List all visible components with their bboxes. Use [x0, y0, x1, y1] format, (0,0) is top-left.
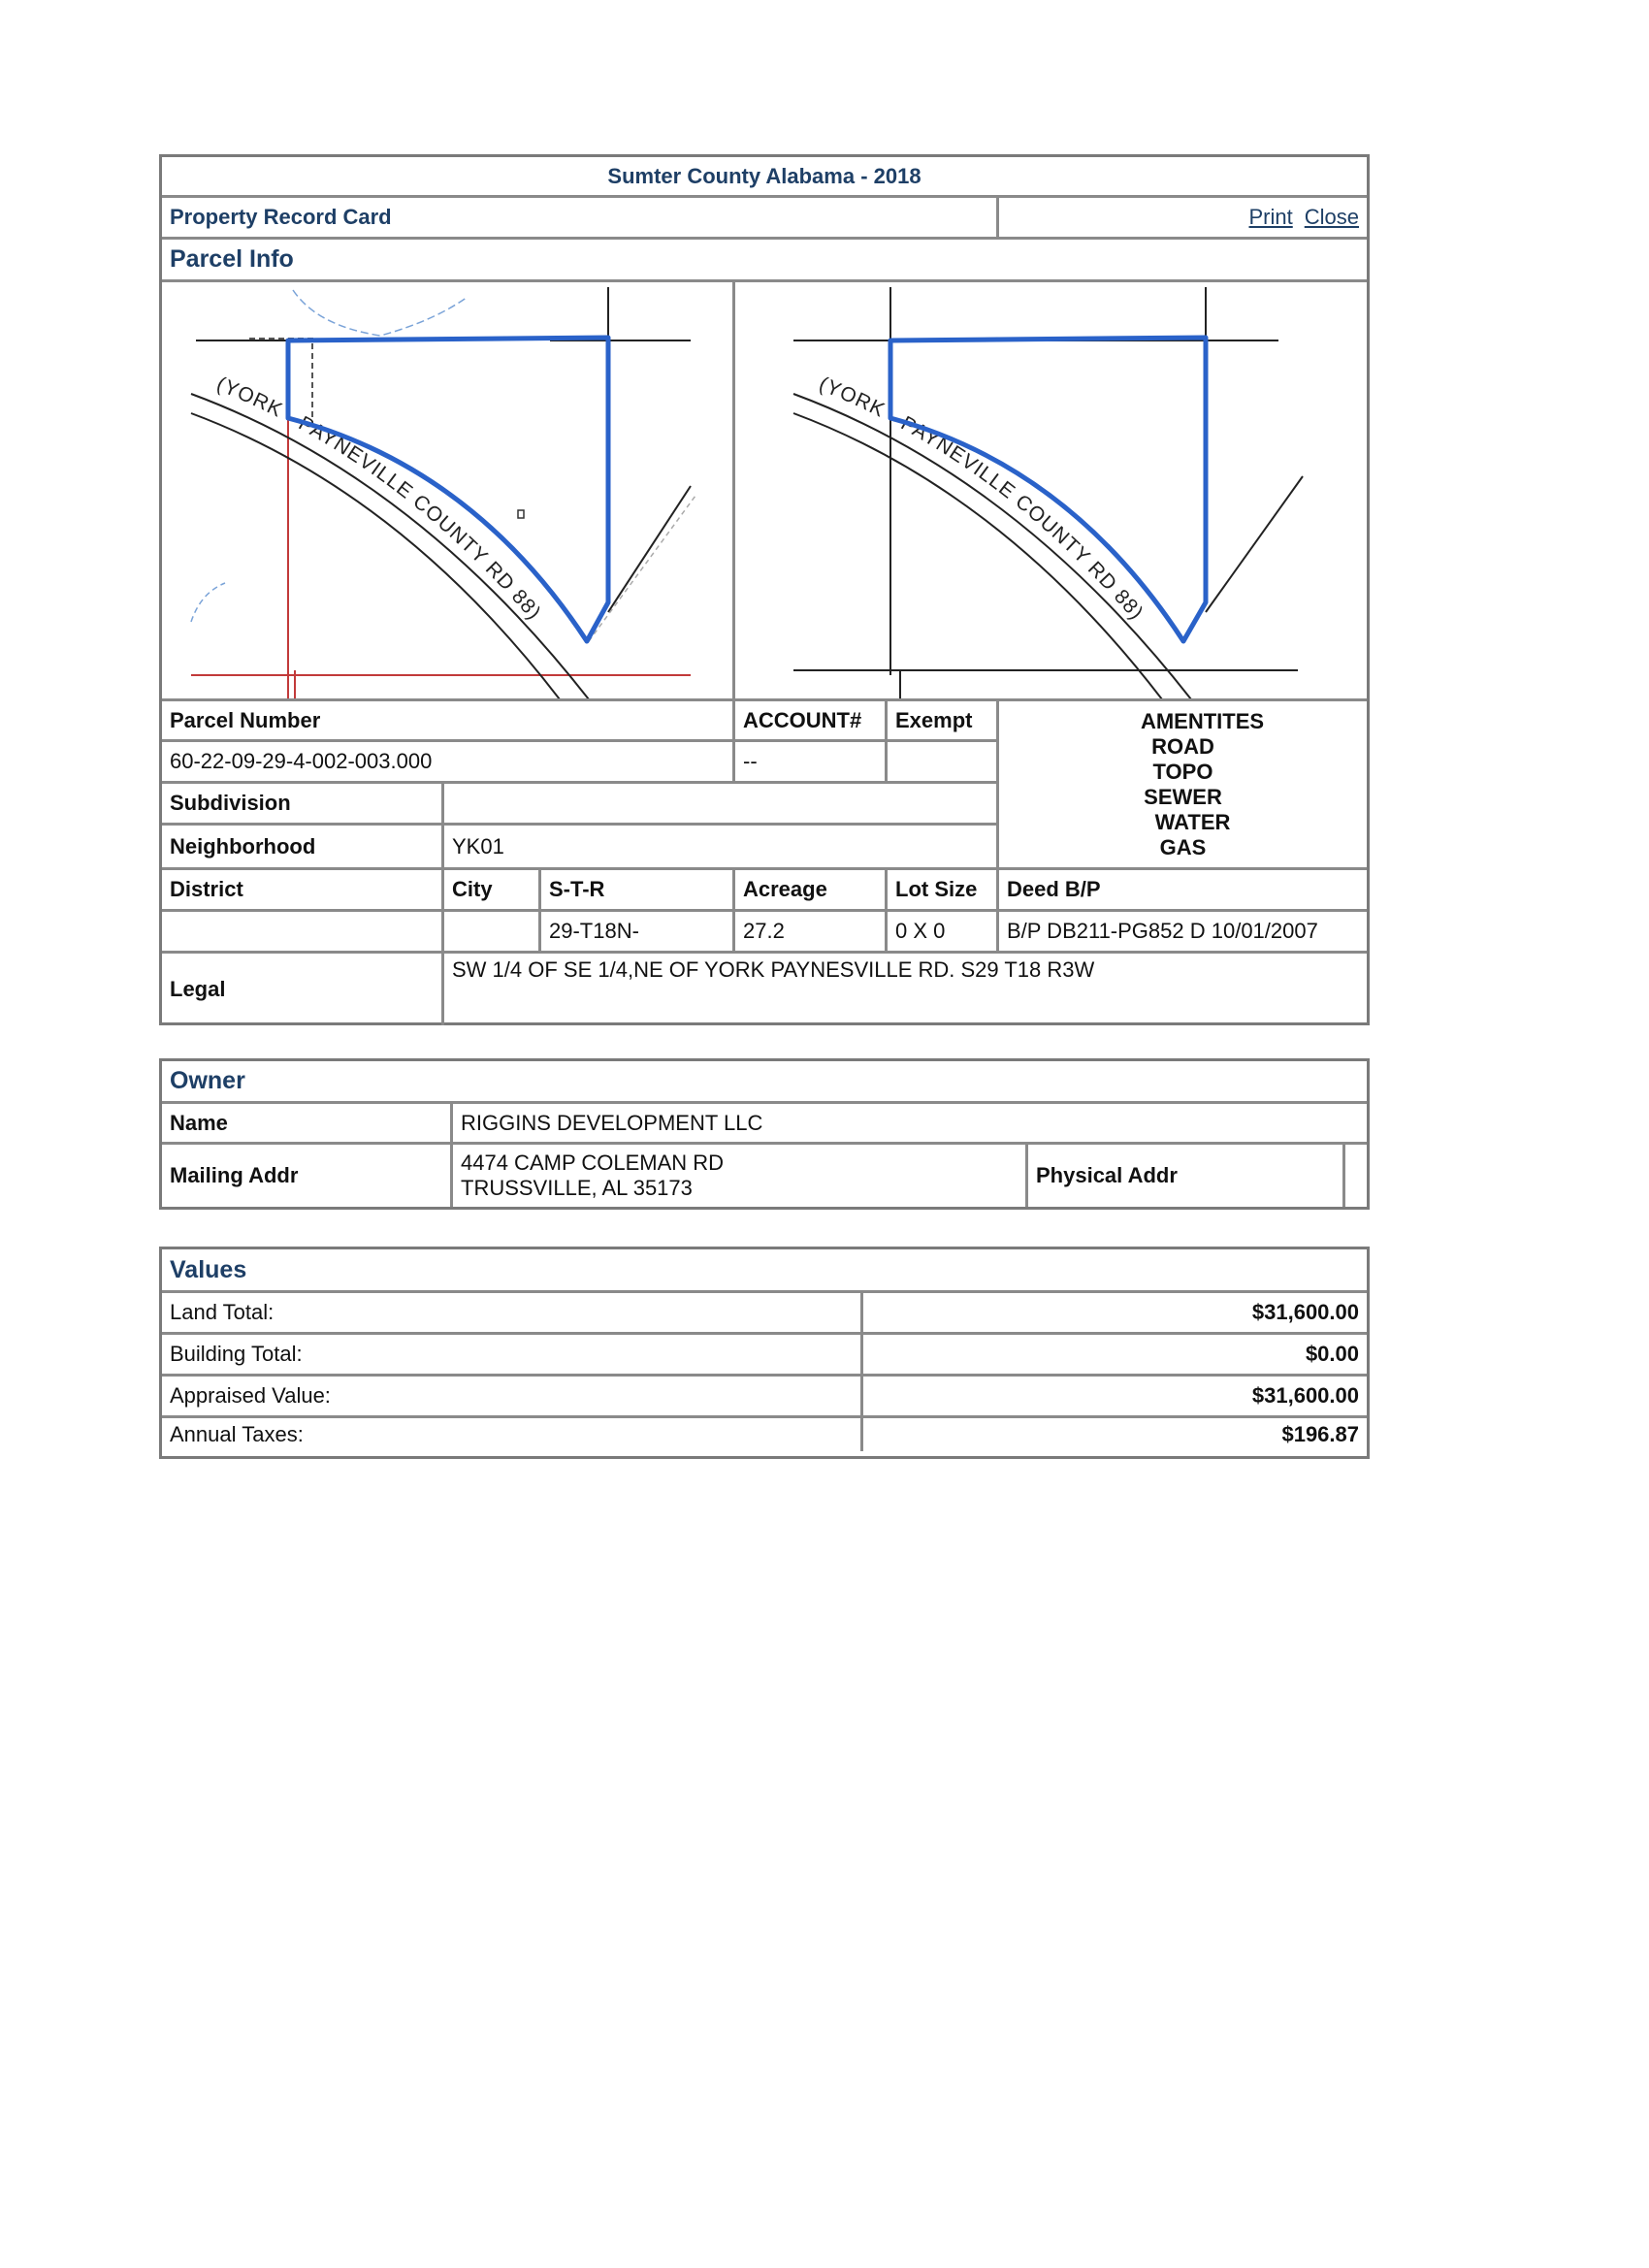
account-label: ACCOUNT#: [735, 701, 888, 739]
svg-text:(YORK - PAYNEVILLE COUNTY RD 8: [213, 373, 545, 624]
deed-value: B/P DB211-PG852 D 10/01/2007: [1007, 919, 1318, 943]
map-row: [162, 282, 1367, 701]
parcel-info-label: Parcel Info: [170, 245, 294, 273]
district-value-row: [162, 912, 1367, 954]
parcel-card: [159, 154, 1370, 1025]
appraised-value-label: Appraised Value:: [162, 1377, 863, 1415]
title-row: [162, 157, 1367, 198]
exempt-label: Exempt: [895, 707, 973, 732]
owner-card: [159, 1058, 1370, 1210]
values-row: [162, 1335, 1367, 1377]
owner-name-label: Name: [162, 1104, 453, 1142]
parcel-number-value: 60-22-09-29-4-002-003.000: [162, 742, 735, 781]
parcel-number-label: Parcel Number: [162, 701, 735, 739]
str-value: 29-T18N-: [541, 912, 735, 951]
building-total-value: $0.00: [1305, 1342, 1359, 1366]
close-link[interactable]: Close: [1304, 205, 1359, 229]
building-total-label: Building Total:: [162, 1335, 863, 1374]
parcel-info-header: [162, 240, 1367, 282]
land-total-label: Land Total:: [162, 1293, 863, 1332]
owner-name-value: RIGGINS DEVELOPMENT LLC: [461, 1110, 763, 1135]
mailing-addr-value: [453, 1145, 1028, 1207]
account-value: --: [735, 742, 888, 781]
land-total-value: $31,600.00: [1251, 1300, 1359, 1324]
physical-addr-label: Physical Addr: [1028, 1145, 1345, 1207]
values-row: [162, 1293, 1367, 1335]
amenity-topo: TOPO: [1152, 759, 1213, 784]
deed-label: Deed B/P: [1007, 877, 1101, 901]
svg-text:(YORK - PAYNEVILLE COUNTY RD 8: [816, 373, 1148, 624]
appraised-value-value: $31,600.00: [1251, 1383, 1359, 1408]
subdivision-value: [444, 784, 996, 823]
lot-size-value: 0 X 0: [888, 912, 999, 951]
exempt-value: [888, 742, 996, 781]
amenity-road: ROAD: [1151, 733, 1214, 759]
city-value: [444, 912, 541, 951]
amenity-sewer: SEWER: [1144, 784, 1222, 809]
district-label-row: [162, 870, 1367, 912]
district-value: [162, 912, 444, 951]
amenities-panel: [999, 701, 1367, 867]
mailing-addr-line2: TRUSSVILLE, AL 35173: [461, 1176, 693, 1200]
parcel-map-left: [162, 282, 735, 698]
values-row: [162, 1418, 1367, 1451]
city-label: City: [444, 870, 541, 909]
legal-label: Legal: [162, 954, 444, 1025]
acreage-value: 27.2: [735, 912, 888, 951]
annual-taxes-label: Annual Taxes:: [162, 1418, 863, 1451]
owner-section-label: Owner: [170, 1067, 245, 1094]
card-title-row: [162, 198, 1367, 240]
acreage-label: Acreage: [735, 870, 888, 909]
parcel-map-right: [735, 282, 1367, 698]
parcel-details: [162, 701, 1367, 870]
road-label-left: (YORK - PAYNEVILLE COUNTY RD 88): [213, 373, 546, 625]
card-title: Property Record Card: [162, 198, 999, 237]
lot-size-label: Lot Size: [888, 870, 999, 909]
amenity-gas: GAS: [1159, 834, 1207, 859]
amenities-title: AMENTITES: [1140, 708, 1265, 733]
county-title: Sumter County Alabama - 2018: [607, 163, 922, 188]
mailing-addr-line1: 4474 CAMP COLEMAN RD: [461, 1150, 725, 1175]
annual-taxes-value: $196.87: [1281, 1422, 1359, 1446]
district-label: District: [162, 870, 444, 909]
print-link[interactable]: Print: [1248, 205, 1293, 229]
amenity-water: WATER: [1154, 809, 1231, 834]
str-label: S-T-R: [541, 870, 735, 909]
values-card: [159, 1247, 1370, 1459]
values-section-label: Values: [170, 1255, 247, 1283]
subdivision-label: Subdivision: [162, 784, 444, 823]
values-row: [162, 1377, 1367, 1418]
neighborhood-value: YK01: [452, 833, 504, 859]
physical-addr-value: [1345, 1145, 1367, 1207]
road-label-right: (YORK - PAYNEVILLE COUNTY RD 88): [816, 373, 1148, 625]
legal-value: SW 1/4 OF SE 1/4,NE OF YORK PAYNESVILLE RD. S29 T18 R3W: [452, 957, 1095, 982]
mailing-addr-label: Mailing Addr: [162, 1145, 453, 1207]
neighborhood-label: Neighborhood: [162, 826, 444, 867]
card-actions: [999, 198, 1367, 237]
legal-row: [162, 954, 1367, 1025]
